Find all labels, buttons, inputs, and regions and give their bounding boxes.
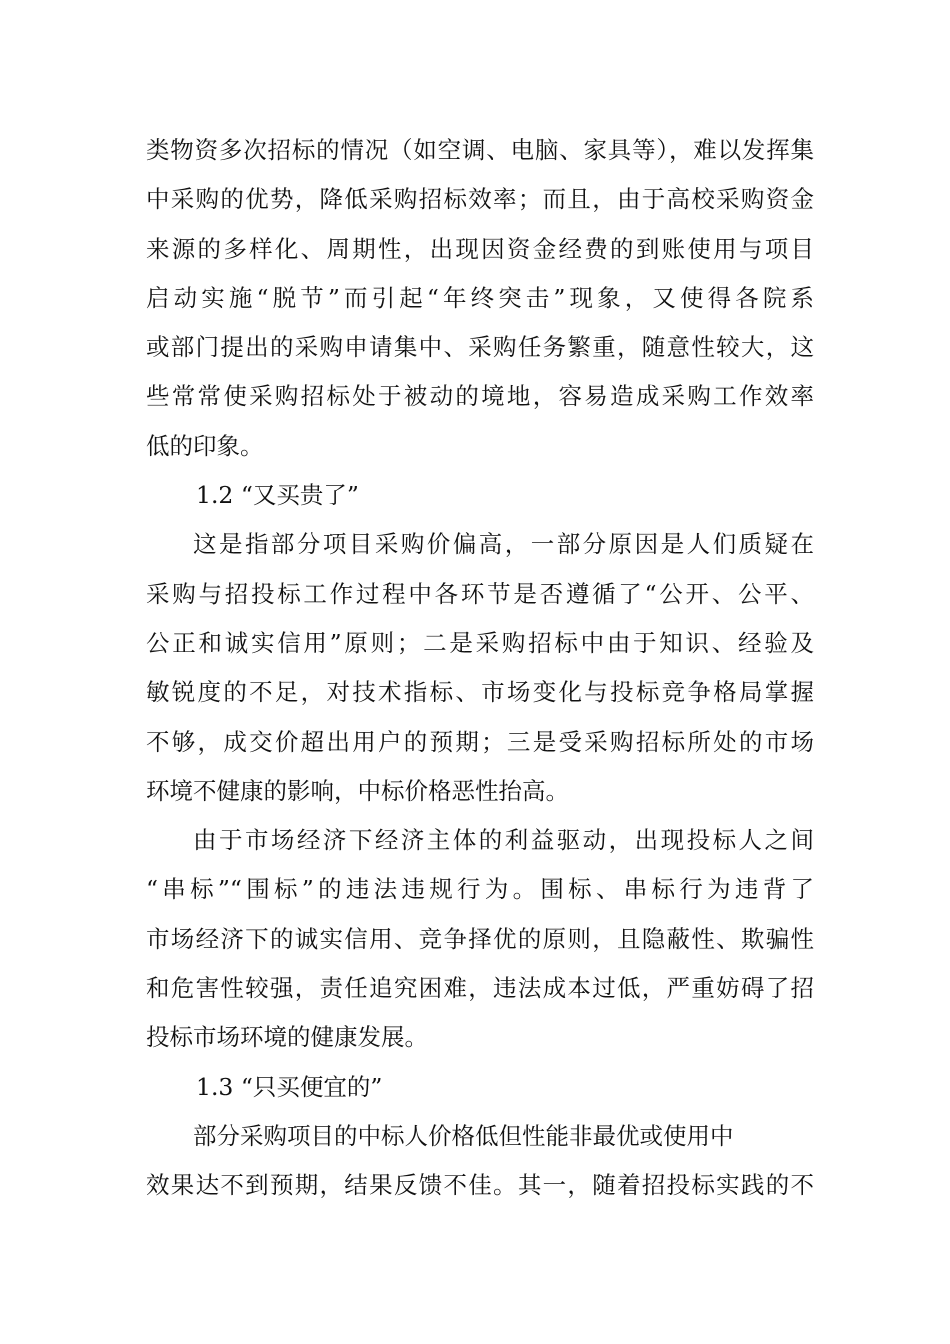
text-line: 市场经济下的诚实信用、竞争择优的原则，且隐蔽性、欺骗性 bbox=[146, 924, 814, 953]
text-line: 效果达不到预期，结果反馈不佳。其一，随着招投标实践的不 bbox=[146, 1171, 814, 1200]
text-line: 投标市场环境的健康发展。 bbox=[146, 1023, 428, 1052]
text-line: 或部门提出的采购申请集中、采购任务繁重，随意性较大，这 bbox=[146, 333, 814, 362]
text-line: 低的印象。 bbox=[146, 431, 264, 460]
text-line: 中采购的优势，降低采购招标效率；而且，由于高校采购资金 bbox=[146, 185, 814, 214]
text-line: 类物资多次招标的情况（如空调、电脑、家具等），难以发挥集 bbox=[146, 136, 814, 164]
text-line: “串标”“围标”的违法违规行为。围标、串标行为违背了 bbox=[146, 875, 814, 904]
text-line: 敏锐度的不足，对技术指标、市场变化与投标竞争格局掌握 bbox=[146, 678, 814, 707]
text-line: 来源的多样化、周期性，出现因资金经费的到账使用与项目 bbox=[146, 234, 814, 263]
text-line: 采购与招投标工作过程中各环节是否遵循了“公开、公平、 bbox=[146, 579, 814, 608]
section-heading: 1.2 “又买贵了” bbox=[196, 481, 359, 510]
text-line: 不够，成交价超出用户的预期；三是受采购招标所处的市场 bbox=[146, 727, 814, 756]
body-text bbox=[146, 126, 814, 1211]
text-line: 些常常使采购招标处于被动的境地，容易造成采购工作效率 bbox=[146, 382, 814, 411]
text-line: 部分采购项目的中标人价格低但性能非最优或使用中 bbox=[193, 1121, 734, 1150]
text-line: 环境不健康的影响，中标价格恶性抬高。 bbox=[146, 776, 569, 805]
text-line: 这是指部分项目采购价偏高，一部分原因是人们质疑在 bbox=[193, 530, 814, 559]
section-heading: 1.3 “只买便宜的” bbox=[196, 1072, 383, 1101]
text-line: 由于市场经济下经济主体的利益驱动，出现投标人之间 bbox=[193, 826, 814, 855]
text-line: 公正和诚实信用”原则；二是采购招标中由于知识、经验及 bbox=[146, 628, 814, 657]
text-line: 启动实施“脱节”而引起“年终突击”现象，又使得各院系 bbox=[146, 283, 814, 312]
text-line: 和危害性较强，责任追究困难，违法成本过低，严重妨碍了招 bbox=[146, 974, 814, 1003]
